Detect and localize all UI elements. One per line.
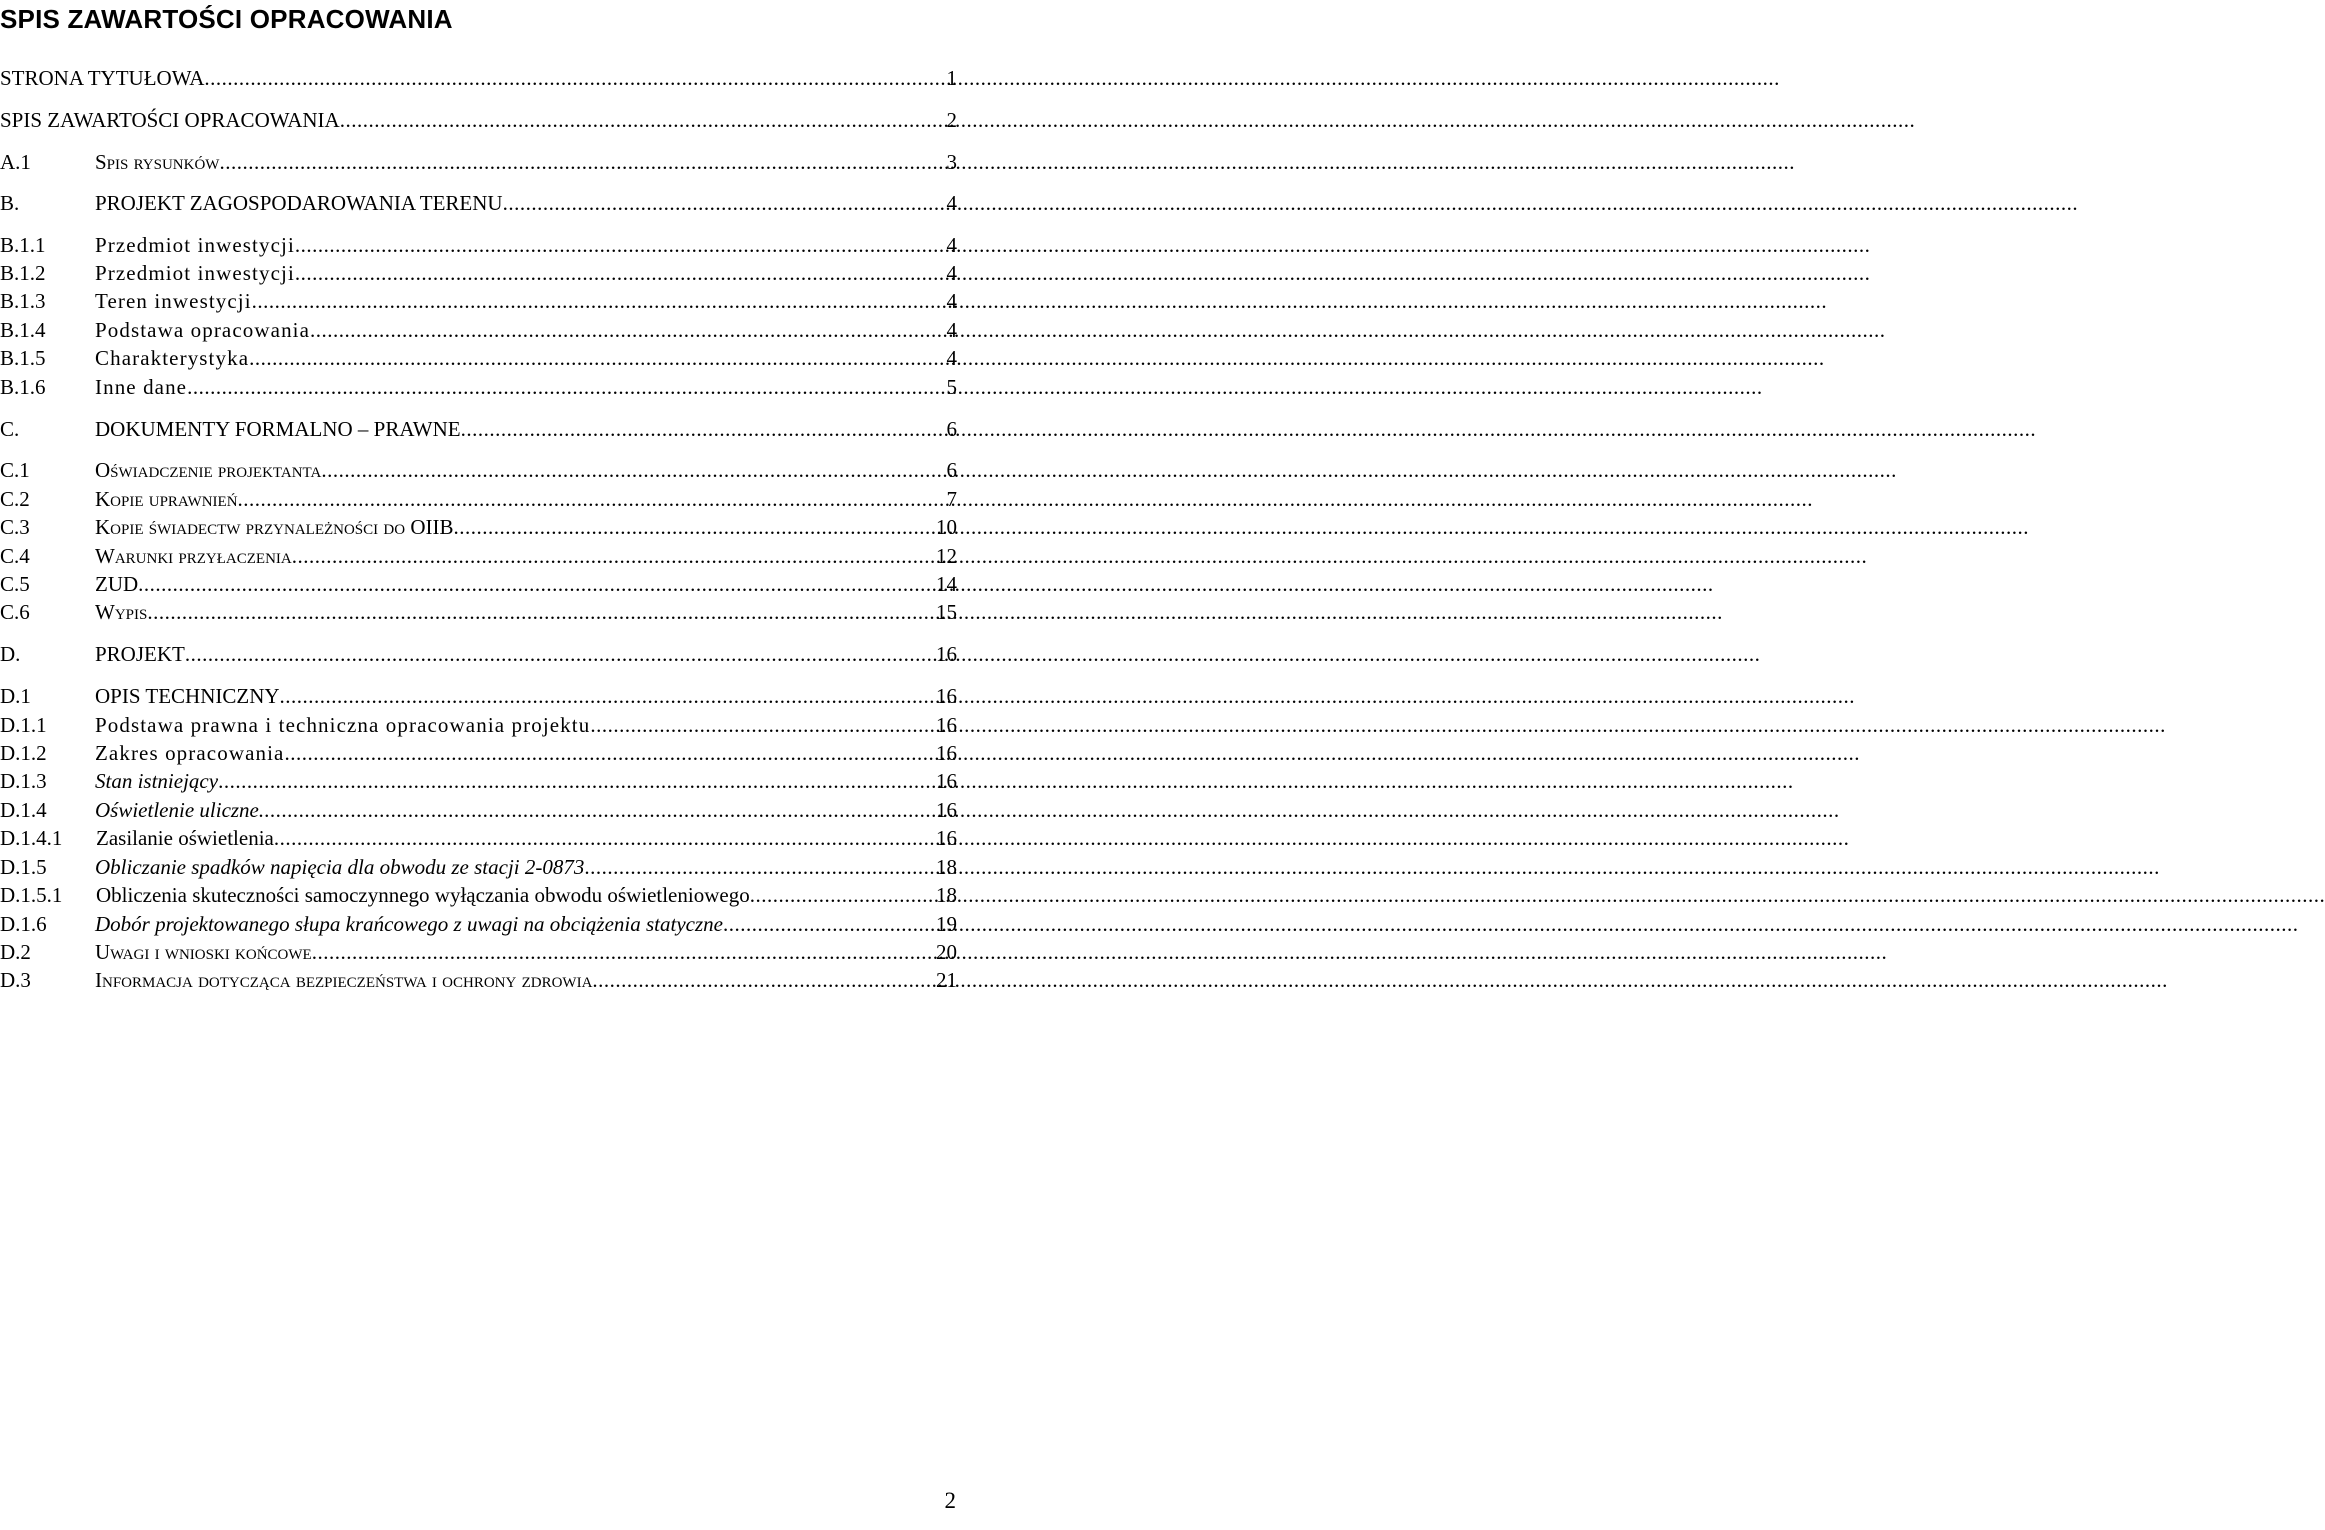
toc-entry-number: D.1.1 [0,713,47,737]
toc-entry-number: B.1.3 [0,289,46,313]
toc-entry-page: 16 [936,769,957,793]
toc-entry-page: 1 [946,66,957,90]
toc-entry-label: Oświetlenie uliczne. [95,798,265,822]
toc-entry-b-1-1[interactable] [0,231,957,259]
dot-leader [252,287,947,315]
toc-entry-d-1-3[interactable] [0,767,957,795]
toc-entry-label: Teren inwestycji [95,289,252,313]
toc-entry-number: C.2 [0,487,30,511]
toc-entry-d-1[interactable] [0,682,957,710]
toc-entry-number: D.1.4.1 [0,826,63,850]
dot-leader [204,64,946,92]
toc-entry-d-1-5[interactable] [0,853,957,881]
dot-leader [249,344,946,372]
toc-entry-label: Przedmiot inwestycji [95,233,295,257]
toc-entry-number: D.1.3 [0,769,47,793]
toc-entry-label: STRONA TYTUŁOWA [0,66,205,90]
toc-entry-label: Wypis [95,600,148,624]
toc-entry-label: DOKUMENTY FORMALNO – PRAWNE [95,417,461,441]
toc-entry-page: 6 [946,417,957,441]
toc-entry-number: C. [0,417,20,441]
toc-entry-number: B.1.4 [0,318,46,342]
dot-leader [219,148,946,176]
toc-entry-page: 19 [936,912,957,936]
dot-leader [138,570,936,598]
toc-entry-c-5[interactable] [0,570,957,598]
toc-entry-d-1-4[interactable] [0,796,957,824]
toc-entry-label: Inne dane [95,375,188,399]
toc-entry-number: D.1 [0,684,31,708]
toc-entry-label: PROJEKT [95,642,185,666]
toc-entry-b-1-6[interactable] [0,373,957,401]
toc-entry-a-1[interactable] [0,148,957,176]
toc-entry-number: D.1.5 [0,855,47,879]
toc-entry-b-1-2[interactable] [0,259,957,287]
toc-entry-page: 20 [936,940,957,964]
toc-entry-label: Podstawa opracowania [95,318,311,342]
dot-leader [312,938,936,966]
dot-leader [321,456,946,484]
toc-entry-number: C.3 [0,515,30,539]
toc-entry-d-1-4-1[interactable] [0,824,957,852]
toc-entry-number: B.1.1 [0,233,46,257]
dot-leader [280,682,936,710]
dot-leader [584,853,936,881]
toc-entry-number: A.1 [0,150,31,174]
toc-entry-label: SPIS ZAWARTOŚCI OPRACOWANIA [0,108,340,132]
toc-entry-d-3[interactable] [0,966,957,994]
toc-entry-number: C.4 [0,544,30,568]
toc-entry-label: Kopie uprawnień [95,487,238,511]
toc-entry-page: 10 [936,515,957,539]
toc-entry-contents[interactable] [0,106,957,134]
toc-entry-label: Uwagi i wnioski końcowe [95,940,312,964]
dot-leader [590,711,936,739]
toc-entry-number: D.2 [0,940,31,964]
toc-entry-page: 6 [946,458,957,482]
dot-leader [274,824,936,852]
toc-entry-label: OPIS TECHNICZNY [95,684,280,708]
dot-leader [295,259,947,287]
toc-entry-number: D.1.5.1 [0,883,63,907]
toc-entry-number: D.1.4 [0,798,47,822]
toc-entry-label: Stan istniejący [95,769,219,793]
toc-entry-number: C.1 [0,458,30,482]
toc-entry-c-6[interactable] [0,598,957,626]
dot-leader [461,415,947,443]
toc-entry-d-2[interactable] [0,938,957,966]
toc-entry-page: 21 [936,968,957,992]
dot-leader [292,542,936,570]
toc-entry-page: 4 [946,233,957,257]
toc-entry-page: 15 [936,600,957,624]
dot-leader [503,189,947,217]
toc-entry-c-4[interactable] [0,542,957,570]
toc-entry-page: 14 [936,572,957,596]
page-title: SPIS ZAWARTOŚCI OPRACOWANIA [0,4,453,34]
dot-leader [238,485,947,513]
toc-entry-label: Przedmiot inwestycji [95,261,295,285]
toc-entry-number: B. [0,191,20,215]
toc-entry-d-1-5-1[interactable] [0,881,957,909]
toc-entry-page: 4 [946,318,957,342]
toc-entry-label: Zakres opracowania [95,741,285,765]
toc-entry-number: C.5 [0,572,30,596]
toc-entry-number: B.1.2 [0,261,46,285]
toc-entry-page: 16 [936,713,957,737]
dot-leader [592,966,936,994]
toc-entry-label: Charakterystyka [95,346,250,370]
dot-leader [340,106,947,134]
toc-entry-label: Spis rysunków [95,150,220,174]
toc-entry-page: 2 [946,108,957,132]
table-of-contents [0,0,960,1530]
toc-entry-title-page[interactable] [0,64,957,92]
toc-entry-page: 16 [936,684,957,708]
toc-entry-d[interactable] [0,640,957,668]
toc-entry-page: 16 [936,798,957,822]
toc-entry-d-1-1[interactable] [0,711,957,739]
dot-leader [218,767,936,795]
toc-entry-label: Dobór projektowanego słupa krańcowego z uwagi na obciążenia statyczne [95,912,723,936]
toc-entry-page: 4 [946,261,957,285]
toc-entry-number: D. [0,642,21,666]
toc-entry-d-1-6[interactable] [0,910,957,938]
dot-leader [284,739,936,767]
toc-entry-page: 18 [936,855,957,879]
toc-entry-b-1-5[interactable] [0,344,957,372]
toc-entry-number: D.1.2 [0,741,47,765]
toc-entry-number: D.3 [0,968,31,992]
toc-entry-c-1[interactable] [0,456,957,484]
toc-entry-b-1-3[interactable] [0,287,957,315]
page-number: 2 [944,1488,956,1513]
toc-entry-number: B.1.6 [0,375,46,399]
toc-entry-page: 7 [946,487,957,511]
toc-entry-b[interactable] [0,189,957,217]
toc-entry-label: ZUD [95,572,139,596]
toc-entry-label: PROJEKT ZAGOSPODAROWANIA TERENU [95,191,503,215]
toc-entry-page: 16 [936,826,957,850]
toc-entry-page: 12 [936,544,957,568]
toc-entry-page: 16 [936,741,957,765]
toc-entry-number: C.6 [0,600,30,624]
toc-entry-page: 4 [946,191,957,215]
toc-entry-label: Oświadczenie projektanta [95,458,322,482]
dot-leader [187,373,946,401]
toc-entry-label: Zasilanie oświetlenia [96,826,274,850]
toc-entry-page: 16 [936,642,957,666]
toc-entry-c-3[interactable] [0,513,957,541]
toc-entry-page: 4 [946,289,957,313]
toc-entry-label: Kopie świadectw przynależności do OIIB [95,515,454,539]
toc-entry-label: Informacja dotycząca bezpieczeństwa i ochrony zdrowia [95,968,593,992]
toc-entry-label: Obliczanie spadków napięcia dla obwodu ze stacji 2-0873 [95,855,585,879]
toc-entry-number: D.1.6 [0,912,47,936]
dot-leader [310,316,946,344]
toc-entry-label: Warunki przyłaczenia [95,544,292,568]
toc-entry-label: Podstawa prawna i techniczna opracowania projektu [95,713,591,737]
dot-leader [723,910,936,938]
toc-entry-page: 5 [946,375,957,399]
dot-leader [264,796,936,824]
dot-leader [147,598,936,626]
toc-entry-page: 4 [946,346,957,370]
dot-leader [750,881,936,909]
toc-entry-label: Obliczenia skuteczności samoczynnego wyłączania obwodu oświetleniowego [96,883,750,907]
dot-leader [185,640,936,668]
toc-entry-d-1-2[interactable] [0,739,957,767]
toc-entry-b-1-4[interactable] [0,316,957,344]
dot-leader [453,513,936,541]
toc-entry-number: B.1.5 [0,346,46,370]
toc-entry-page: 3 [946,150,957,174]
toc-entry-page: 18 [936,883,957,907]
dot-leader [295,231,947,259]
toc-entry-c[interactable] [0,415,957,443]
toc-entry-c-2[interactable] [0,485,957,513]
